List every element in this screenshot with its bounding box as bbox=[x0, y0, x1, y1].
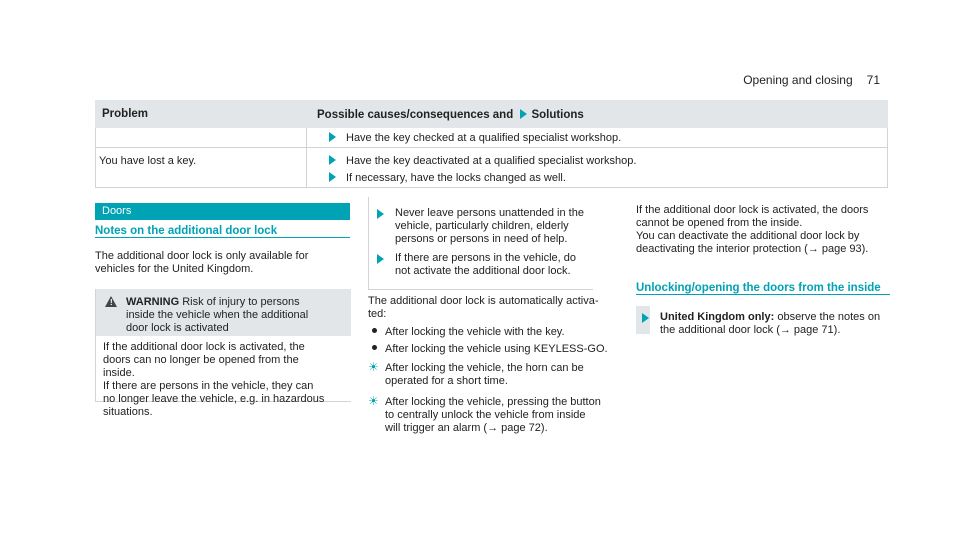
problem-cell: You have lost a key. bbox=[99, 155, 197, 167]
warning-icon: ! bbox=[105, 296, 117, 307]
instruction-item: If there are persons in the vehicle, do not activate the additional door lock. bbox=[377, 252, 576, 278]
arrow-icon bbox=[329, 155, 336, 165]
arrow-icon bbox=[642, 313, 649, 323]
list-item: After locking the vehicle using KEYLESS-GO. bbox=[372, 343, 608, 356]
troubleshooting-table bbox=[95, 100, 888, 188]
heading-underline bbox=[95, 237, 350, 238]
col-problem: Problem bbox=[102, 108, 149, 120]
solution-cell: If necessary, have the locks changed as well. bbox=[329, 172, 566, 184]
table-row bbox=[95, 148, 888, 188]
arrow-icon bbox=[377, 209, 384, 219]
col-solutions: Possible causes/consequences and Solutions bbox=[317, 109, 584, 121]
section-title: Opening and closing bbox=[743, 73, 853, 87]
arrow-icon bbox=[329, 132, 336, 142]
list-item: After locking the vehicle with the key. bbox=[372, 326, 565, 339]
running-header bbox=[743, 73, 880, 87]
intro-text: The additional door lock is only available for vehicles for the United Kingdom. bbox=[95, 250, 309, 275]
table-row bbox=[95, 128, 888, 148]
note-item: ☀ After locking the vehicle, the horn can be operated for a short time. bbox=[368, 360, 584, 387]
arrow-icon bbox=[377, 254, 384, 264]
solution-cell: Have the key deactivated at a qualified specialist workshop. bbox=[329, 155, 636, 167]
instruction-item: Never leave persons unattended in the vehicle, particularly children, elderly persons or persons in need of help. bbox=[377, 207, 584, 246]
warning-instructions-box bbox=[368, 197, 593, 290]
info-icon: ☀ bbox=[368, 360, 379, 374]
heading-unlocking-doors: Unlocking/opening the doors from the inside bbox=[636, 282, 881, 294]
arrow-icon bbox=[329, 172, 336, 182]
arrow-icon bbox=[520, 109, 527, 119]
instruction-item: United Kingdom only: observe the notes on the additional door lock (→ page 71). bbox=[642, 311, 880, 337]
auto-activation-text: The additional door lock is automatically activa- ted: bbox=[368, 295, 599, 320]
bullet-icon bbox=[372, 328, 377, 333]
page-number: 71 bbox=[866, 73, 880, 87]
warning-body: If the additional door lock is activated, the doors can no longer be opened from the inside. If there are persons in the vehicle, they can no longer leave the vehicle, e.g. in hazardous situations. bbox=[103, 341, 325, 418]
note-item: ☀ After locking the vehicle, pressing the button to centrally unlock the vehicle from inside will trigger an alarm (→ page 72). bbox=[368, 394, 601, 434]
warning-header: ! WARNING Risk of injury to persons inside the vehicle when the additional door lock is activated bbox=[96, 289, 351, 336]
solution-cell: Have the key checked at a qualified specialist workshop. bbox=[329, 132, 621, 144]
warning-box bbox=[95, 289, 351, 418]
info-icon: ☀ bbox=[368, 394, 379, 408]
heading-underline bbox=[636, 294, 890, 295]
deactivation-text: If the additional door lock is activated, the doors cannot be opened from the inside. You can deactivate the additional door lock by deactivating the interior protection (→ page 93). bbox=[636, 204, 869, 255]
bullet-icon bbox=[372, 345, 377, 350]
table-header bbox=[95, 100, 888, 128]
heading-notes-additional-lock: Notes on the additional door lock bbox=[95, 225, 278, 237]
section-bar-doors: Doors bbox=[95, 203, 350, 220]
